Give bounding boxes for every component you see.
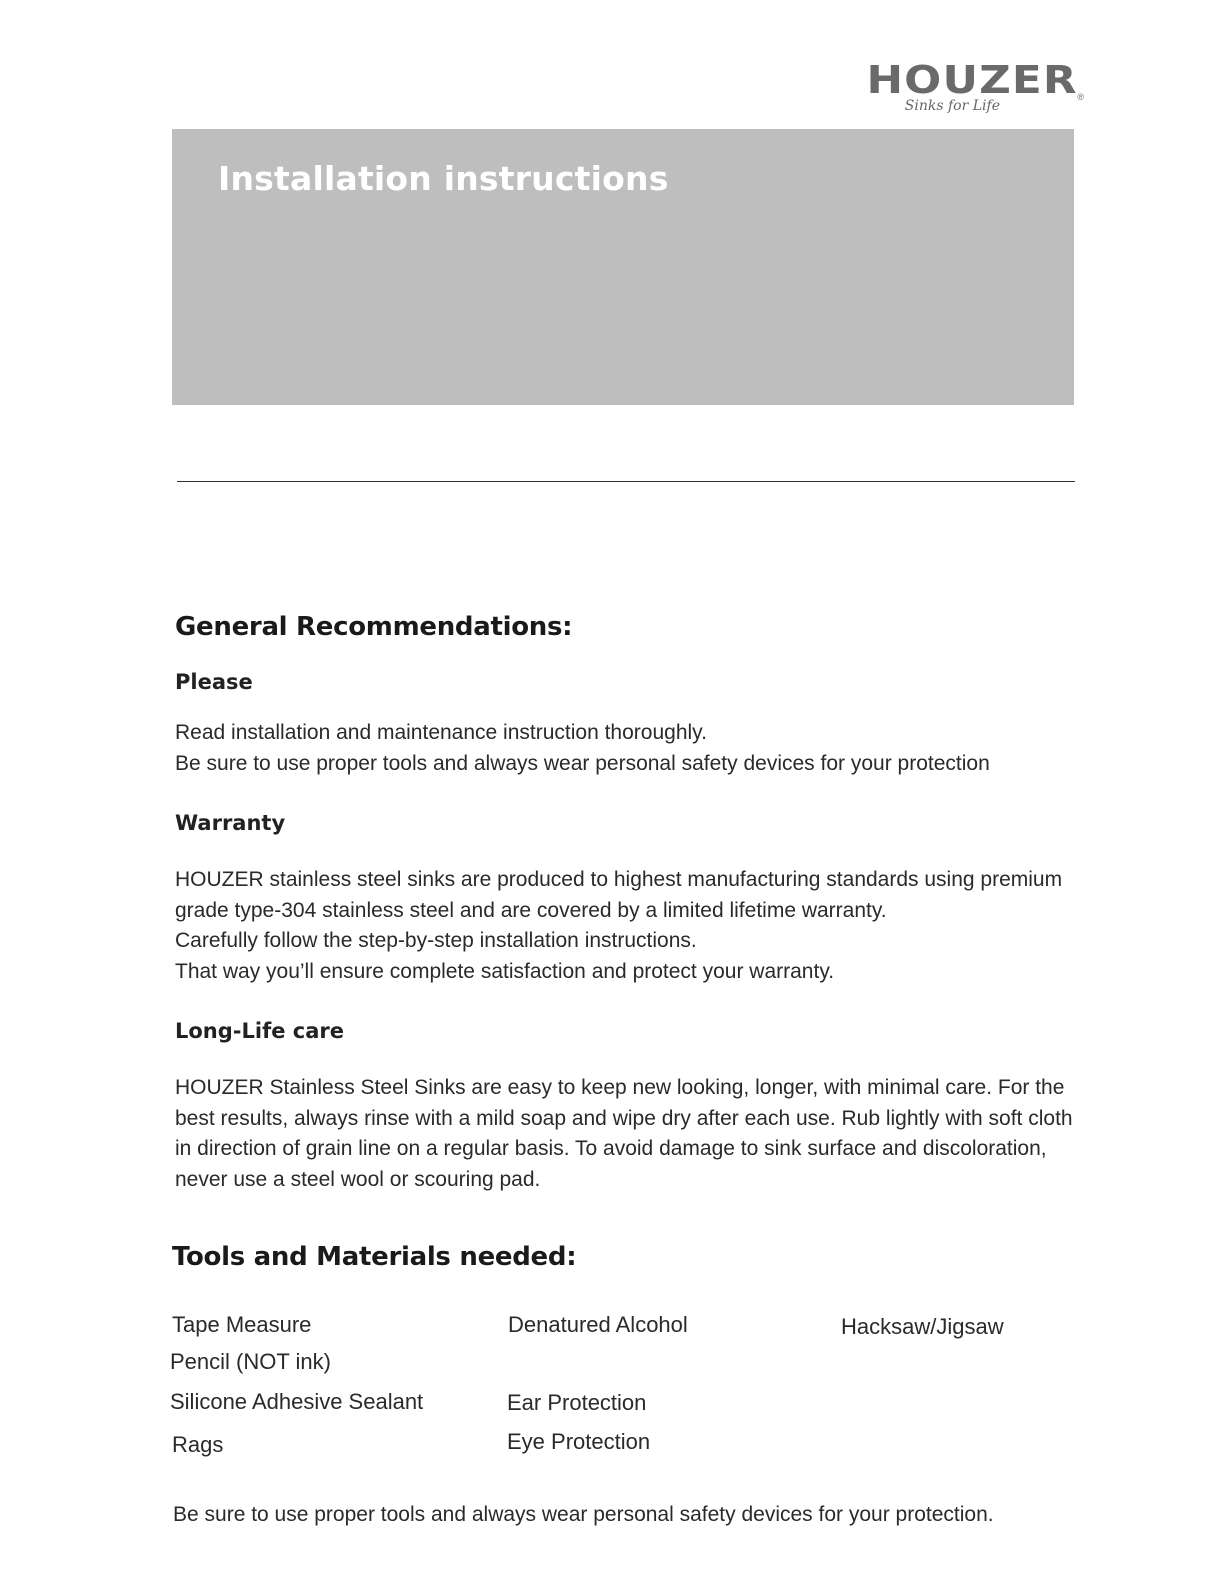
tool-item: Tape Measure <box>172 1312 312 1337</box>
divider-line <box>177 481 1075 482</box>
tools-list <box>170 1312 1070 1472</box>
paragraph-line: in direction of grain line on a regular basis. To avoid damage to sink surface and discoloration, <box>175 1137 1047 1160</box>
general-recommendations-heading: General Recommendations: <box>175 612 573 642</box>
paragraph-line: Read installation and maintenance instruction thoroughly. <box>175 721 707 744</box>
paragraph-line: HOUZER Stainless Steel Sinks are easy to keep new looking, longer, with minimal care. For the <box>175 1076 1065 1099</box>
please-paragraph <box>175 718 1095 779</box>
tools-heading: Tools and Materials needed: <box>172 1242 577 1272</box>
safety-note: Be sure to use proper tools and always wear personal safety devices for your protection. <box>173 1503 994 1526</box>
long-life-care-paragraph <box>175 1073 1095 1195</box>
tool-item: Hacksaw/Jigsaw <box>841 1314 1004 1339</box>
tool-item: Ear Protection <box>507 1390 647 1415</box>
long-life-care-heading: Long-Life care <box>175 1019 344 1043</box>
paragraph-line: best results, always rinse with a mild soap and wipe dry after each use. Rub lightly with soft cloth <box>175 1106 1073 1130</box>
paragraph-line: That way you’ll ensure complete satisfaction and protect your warranty. <box>175 959 835 983</box>
tool-item: Pencil (NOT ink) <box>170 1349 331 1374</box>
tool-item: Denatured Alcohol <box>508 1312 688 1337</box>
logo-tagline: Sinks for Life <box>904 98 1000 114</box>
tool-item: Eye Protection <box>507 1429 651 1454</box>
paragraph-line: Carefully follow the step-by-step installation instructions. <box>175 929 697 952</box>
paragraph-line: grade type-304 stainless steel and are covered by a limited lifetime warranty. <box>175 898 887 922</box>
general-recommendations-section <box>175 612 1095 1195</box>
tool-item: Rags <box>172 1432 224 1457</box>
title-banner <box>172 129 1074 405</box>
paragraph-line: Be sure to use proper tools and always wear personal safety devices for your protection <box>175 751 990 775</box>
logo-wordmark: HOUZER <box>866 58 1078 102</box>
logo-registered-mark: ® <box>1077 92 1084 102</box>
paragraph-line: HOUZER stainless steel sinks are produced to highest manufacturing standards using premium <box>175 868 1063 891</box>
brand-logo <box>866 58 1084 114</box>
warranty-heading: Warranty <box>175 811 286 835</box>
page-title: Installation instructions <box>218 159 669 198</box>
please-heading: Please <box>175 670 253 694</box>
warranty-paragraph <box>175 865 1095 987</box>
tool-item: Silicone Adhesive Sealant <box>170 1389 424 1414</box>
paragraph-line: never use a steel wool or scouring pad. <box>175 1167 541 1191</box>
